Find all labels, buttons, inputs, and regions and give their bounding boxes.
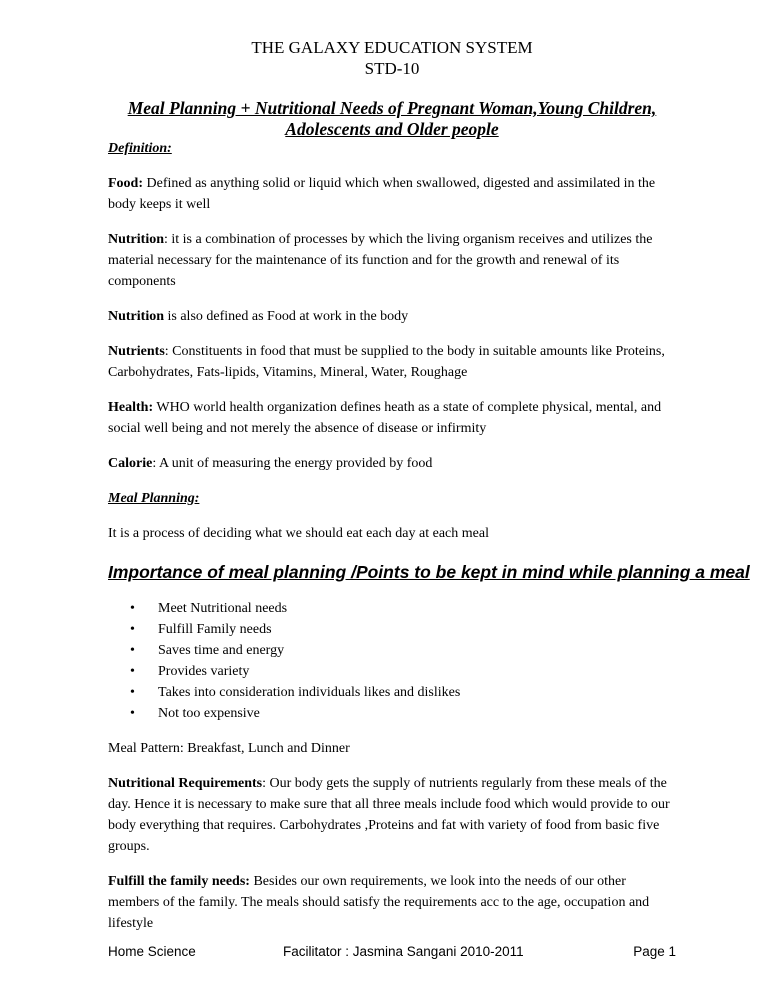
definition-calorie <box>108 453 676 474</box>
importance-heading: Importance of meal planning /Points to be kept in mind while planning a meal <box>108 562 750 582</box>
bullet-icon: • <box>130 601 135 616</box>
definition-term: Calorie <box>108 456 153 471</box>
bullet-icon: • <box>130 664 135 679</box>
list-item <box>130 661 676 682</box>
definition-term: Health: <box>108 400 154 415</box>
list-item-text: Meet Nutritional needs <box>158 601 288 616</box>
bullet-icon: • <box>130 643 135 658</box>
definition-text: is also defined as Food at work in the body <box>164 309 409 324</box>
definition-heading: Definition: <box>108 141 172 156</box>
list-item-text: Saves time and energy <box>158 643 285 658</box>
nutritional-requirements-term: Nutritional Requirements <box>108 776 263 791</box>
list-item <box>130 703 676 724</box>
family-needs-term: Fulfill the family needs: <box>108 874 250 889</box>
meal-pattern: Meal Pattern: Breakfast, Lunch and Dinner <box>108 741 350 756</box>
definition-term: Nutrition <box>108 232 164 247</box>
bullet-icon: • <box>130 685 135 700</box>
footer-subject: Home Science <box>108 944 196 959</box>
list-item <box>130 640 676 661</box>
list-item <box>130 619 676 640</box>
definition-text: : Constituents in food that must be supplied to the body in suitable amounts like Proteins, Carbohydrates, Fats-lipids, Vitamins, Mineral, Water, Roughage <box>108 344 665 380</box>
bullet-icon: • <box>130 706 135 721</box>
definition-text: : A unit of measuring the energy provided by food <box>152 456 433 471</box>
family-needs-text: Besides our own requirements, we look into the needs of our other members of the family. The meals should satisfy the requirements acc to the age, occupation and lifestyle <box>108 874 650 931</box>
list-item-text: Not too expensive <box>158 706 260 721</box>
definition-term: Nutrition <box>108 309 164 324</box>
definition-term: Food: <box>108 176 143 191</box>
importance-list <box>108 598 676 724</box>
nutritional-requirements-paragraph <box>108 773 676 857</box>
definition-nutrition-alt <box>108 306 676 327</box>
meal-planning-text: It is a process of deciding what we should eat each day at each meal <box>108 526 489 541</box>
list-item <box>130 598 676 619</box>
footer-facilitator: Facilitator : Jasmina Sangani 2010-2011 <box>283 944 524 959</box>
definition-term: Nutrients <box>108 344 165 359</box>
definition-food <box>108 173 676 215</box>
definition-text: WHO world health organization defines heath as a state of complete physical, mental, and social well being and not merely the absence of disease or infirmity <box>108 400 662 436</box>
definition-nutrition <box>108 229 676 292</box>
list-item-text: Fulfill Family needs <box>158 622 272 637</box>
meal-planning-heading: Meal Planning: <box>108 491 200 506</box>
list-item-text: Takes into consideration individuals likes and dislikes <box>158 685 461 700</box>
definition-nutrients <box>108 341 676 383</box>
bullet-icon: • <box>130 622 135 637</box>
definition-health <box>108 397 676 439</box>
school-name: THE GALAXY EDUCATION SYSTEM <box>251 38 533 57</box>
definition-text: Defined as anything solid or liquid which when swallowed, digested and assimilated in the body keeps it well <box>108 176 656 212</box>
standard-label: STD-10 <box>364 59 420 78</box>
family-needs-paragraph <box>108 871 676 934</box>
list-item <box>130 682 676 703</box>
footer-page-number: Page 1 <box>633 944 676 959</box>
nutritional-requirements-text: : Our body gets the supply of nutrients regularly from these meals of the day. Hence it is necessary to make sure that all three meals include food which would provide to our body everything that requires. Carbohydrates ,Proteins and fat with variety of food from basic five groups. <box>108 776 670 854</box>
document-title-line-1: Meal Planning + Nutritional Needs of Pregnant Woman,Young Children, <box>127 98 657 118</box>
document-title <box>108 98 676 140</box>
document-title-line-2: Adolescents and Older people <box>285 119 499 139</box>
definition-text: : it is a combination of processes by which the living organism receives and utilizes the material necessary for the maintenance of its function and for the growth and renewal of its components <box>108 232 653 289</box>
list-item-text: Provides variety <box>158 664 250 679</box>
